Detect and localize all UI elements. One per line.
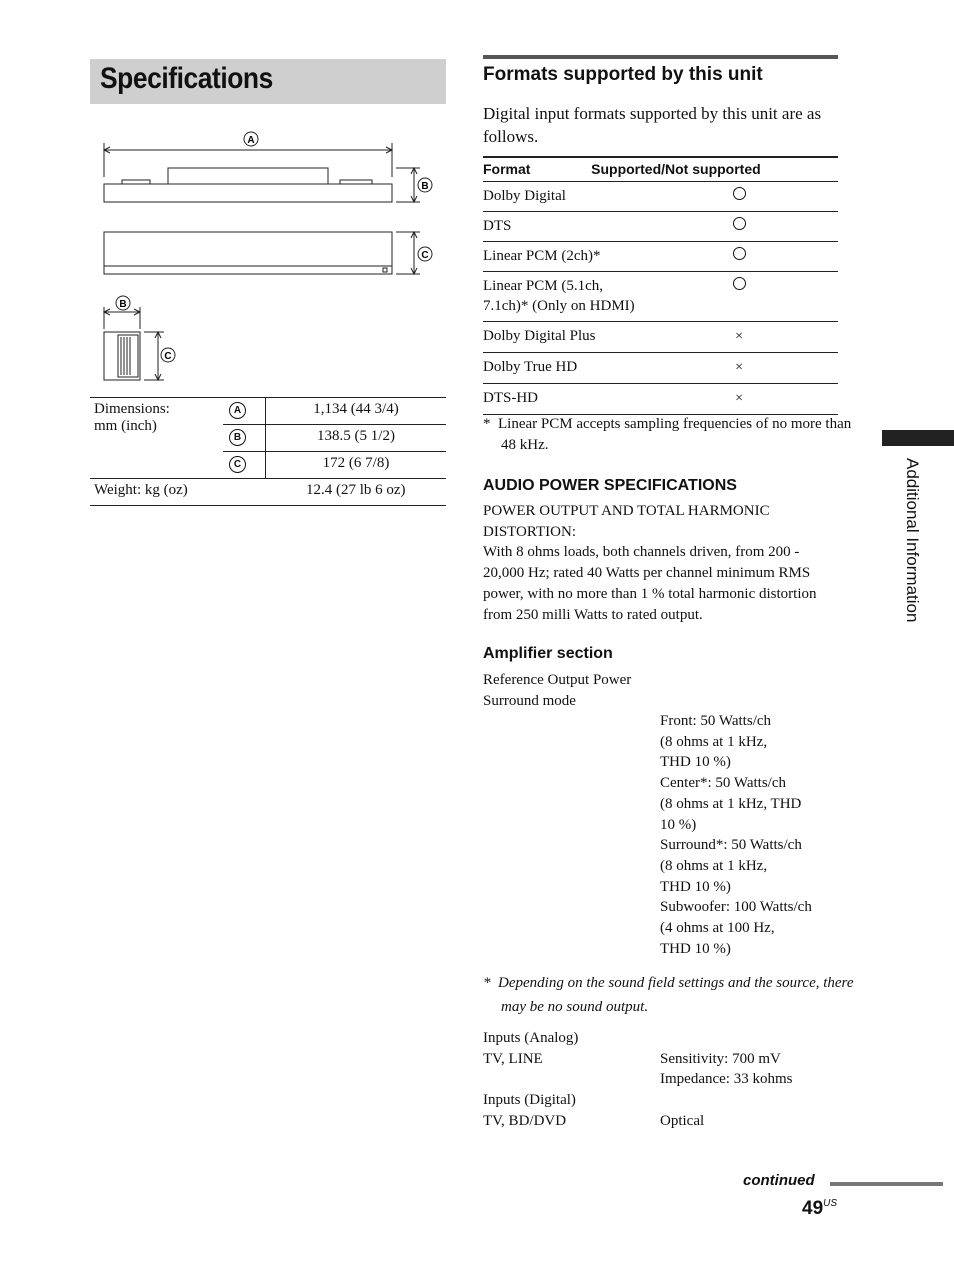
- supported-icon: [733, 277, 746, 290]
- amplifier-heading: Amplifier section: [483, 645, 613, 662]
- not-supported-icon: ×: [735, 329, 744, 344]
- not-supported-icon: ×: [735, 360, 744, 375]
- dim-key-a: A: [229, 402, 246, 419]
- dimension-diagram: [90, 125, 446, 387]
- col-format-header: Format: [483, 157, 635, 182]
- format-row: [483, 322, 838, 353]
- format-row: [483, 182, 838, 212]
- format-name: Dolby Digital Plus: [483, 322, 635, 353]
- dim-value-c: 172 (6 7/8): [266, 452, 447, 479]
- formats-table: [483, 156, 838, 415]
- audio-power-heading: AUDIO POWER SPECIFICATIONS: [483, 477, 737, 494]
- audio-power-text: POWER OUTPUT AND TOTAL HARMONIC DISTORTION: With 8 ohms loads, both channels driven, from 200 - 20,000 Hz; rated 40 Watts per channel minimum RMS power, with no more than 1 % total harmonic distortion from 250 milli Watts to rated output.: [483, 503, 817, 623]
- reference-output-label: Reference Output Power Surround mode: [483, 672, 632, 709]
- diagram-label-b: B: [421, 181, 429, 192]
- supported-icon: [733, 247, 746, 260]
- format-support: [635, 182, 838, 212]
- format-row: [483, 242, 838, 272]
- format-name: DTS-HD: [483, 384, 635, 415]
- weight-label: Weight: kg (oz): [90, 479, 266, 506]
- supported-icon: [733, 187, 746, 200]
- format-name: Dolby True HD: [483, 353, 635, 384]
- diagram-label-b-side: B: [119, 299, 127, 310]
- input-row: TV, BD/DVD Optical: [483, 1112, 705, 1129]
- section-tab: [882, 430, 954, 446]
- section-side-label: Additional Information: [903, 458, 922, 623]
- diagram-label-c: C: [421, 250, 429, 261]
- input-row: Inputs (Analog): [483, 1030, 579, 1046]
- weight-value: 12.4 (27 lb 6 oz): [266, 479, 447, 506]
- dimensions-table: [90, 397, 446, 506]
- pcm-footnote: * Linear PCM accepts sampling frequencies of no more than 48 kHz.: [483, 416, 852, 453]
- supported-icon: [733, 217, 746, 230]
- input-row: Impedance: 33 kohms: [660, 1071, 793, 1088]
- col-supported-header: Supported/Not supported: [635, 157, 838, 182]
- dim-key-c: C: [229, 456, 246, 473]
- format-support: [635, 242, 838, 272]
- dim-value-a: 1,134 (44 3/4): [266, 398, 447, 425]
- formats-heading: Formats supported by this unit: [483, 64, 763, 85]
- format-support: [635, 212, 838, 242]
- inputs-list: [483, 1028, 843, 1132]
- format-row: [483, 353, 838, 384]
- format-support: [635, 353, 838, 384]
- page-number: $49^{US}$: [802, 1198, 838, 1219]
- format-row: [483, 212, 838, 242]
- format-name: Dolby Digital: [483, 182, 635, 212]
- page-title: Specifications: [100, 62, 273, 95]
- format-support: [635, 322, 838, 353]
- format-name: Linear PCM (5.1ch, 7.1ch)* (Only on HDMI): [483, 272, 635, 322]
- format-row: [483, 272, 838, 322]
- not-supported-icon: ×: [735, 391, 744, 406]
- dim-key-b: B: [229, 429, 246, 446]
- continued-bar: [830, 1182, 943, 1186]
- surround-footnote: * Depending on the sound field settings and the source, there may be no sound output.: [483, 975, 854, 1015]
- formats-intro: Digital input formats supported by this unit are as follows.: [483, 104, 822, 146]
- diagram-label-a: A: [247, 135, 255, 146]
- format-support: [635, 384, 838, 415]
- format-name: Linear PCM (2ch)*: [483, 242, 635, 272]
- input-row: TV, LINE Sensitivity: 700 mV: [483, 1050, 781, 1067]
- format-name: DTS: [483, 212, 635, 242]
- dimensions-label: Dimensions: mm (inch): [90, 398, 223, 479]
- diagram-label-c-side: C: [164, 351, 172, 362]
- section-rule: [483, 55, 838, 59]
- input-row: Inputs (Digital): [483, 1092, 576, 1109]
- format-row: [483, 384, 838, 415]
- reference-output-values: Front: 50 Watts/ch (8 ohms at 1 kHz, THD 10 %) Center*: 50 Watts/ch (8 ohms at 1 kHz, THD 10 %) Surround*: 50 Watts/ch (8 ohms at 1 kHz, THD 10 %) Subwoofer: 100 Watts/ch (4 ohms at 100 Hz, THD 10 %): [660, 713, 812, 957]
- format-support: [635, 272, 838, 322]
- continued-label: continued: [743, 1172, 815, 1189]
- dim-value-b: 138.5 (5 1/2): [266, 425, 447, 452]
